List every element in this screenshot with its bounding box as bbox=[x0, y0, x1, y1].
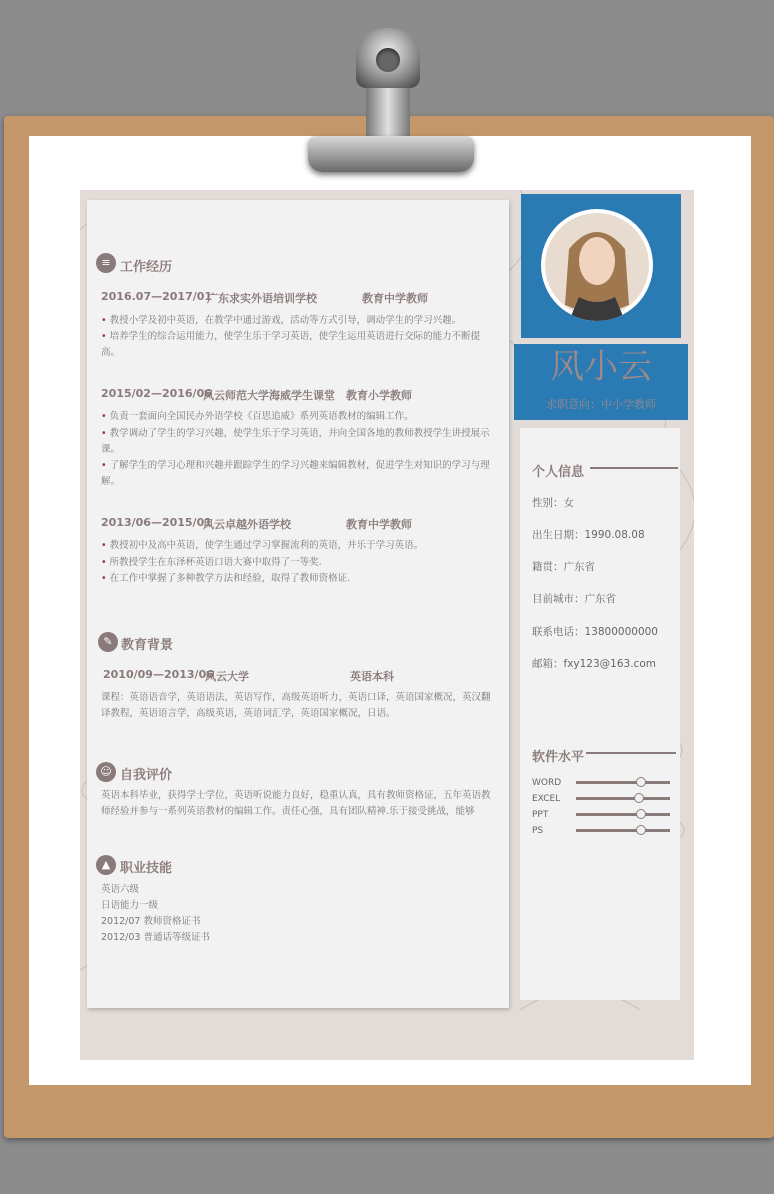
job-org: 风云师范大学海威学生课堂 bbox=[203, 389, 335, 402]
bullet-dot: • bbox=[101, 573, 110, 584]
section-divider bbox=[590, 467, 678, 469]
avatar-portrait bbox=[541, 209, 653, 321]
job-bullet-text: 教学调动了学生的学习兴趣，使学生乐于学习英语，并向全国各地的教师教授学生讲授展示课。 bbox=[101, 428, 490, 455]
skill-item: 2012/07 教师资格证书 bbox=[101, 916, 201, 927]
job-bullet-text: 了解学生的学习心理和兴趣并跟踪学生的学习兴趣来编辑教材，促进学生对知识的学习与理解。 bbox=[101, 460, 490, 487]
avatar bbox=[541, 209, 653, 321]
self-eval-text: 英语本科毕业，获得学士学位，英语听说能力良好，稳重认真，具有教师资格证，五年英语教师经验并参与一系列英语教材的编辑工作。责任心强，具有团队精神.乐于接受挑战，能够 bbox=[101, 790, 491, 817]
software-name: WORD bbox=[532, 778, 562, 788]
edu-period: 2010/09—2013/06 bbox=[103, 668, 214, 681]
job-bullet-text: 培养学生的综合运用能力，使学生乐于学习英语，使学生运用英语进行交际的能力不断提高。 bbox=[101, 331, 481, 358]
skills-section-title: 职业技能 bbox=[120, 861, 173, 876]
job-period: 2015/02—2016/06 bbox=[101, 387, 212, 400]
self-eval-section-title: 自我评价 bbox=[120, 768, 173, 783]
job-bullet bbox=[101, 555, 491, 571]
job-org: 风云卓越外语学校 bbox=[203, 518, 291, 531]
info-birthdate: 出生日期：1990.08.08 bbox=[532, 529, 645, 541]
info-city: 目前城市：广东省 bbox=[532, 593, 616, 605]
info-hometown: 籍贯：广东省 bbox=[532, 561, 595, 573]
job-org: 广东求实外语培训学校 bbox=[207, 292, 317, 305]
job-bullet-text: 所教授学生在东泽杯英语口语大赛中取得了一等奖. bbox=[109, 557, 322, 568]
person-icon: ☺ bbox=[96, 762, 116, 782]
software-level-bar bbox=[576, 797, 670, 800]
sidebar-card bbox=[520, 428, 680, 1000]
bullet-dot: • bbox=[101, 557, 110, 568]
personal-info-title: 个人信息 bbox=[532, 465, 585, 480]
work-section-title: 工作经历 bbox=[120, 260, 173, 275]
bullet-dot: • bbox=[101, 428, 110, 439]
info-phone: 联系电话：13800000000 bbox=[532, 626, 658, 638]
info-email: 邮箱：fxy123@163.com bbox=[532, 658, 656, 670]
flask-icon: ▲ bbox=[96, 855, 116, 875]
job-period: 2013/06—2015/01 bbox=[101, 516, 212, 529]
job-bullet-text: 教授小学及初中英语，在教学中通过游戏，活动等方式引导，调动学生的学习兴趣。 bbox=[109, 315, 462, 326]
job-bullet bbox=[101, 329, 491, 361]
edu-school: 风云大学 bbox=[205, 670, 249, 683]
bullet-dot: • bbox=[101, 331, 110, 342]
software-level-knob bbox=[636, 825, 646, 835]
software-name: EXCEL bbox=[532, 794, 561, 804]
bullet-dot: • bbox=[101, 540, 110, 551]
clip-base bbox=[308, 136, 474, 172]
job-role: 教育中学教师 bbox=[346, 518, 412, 531]
edu-courses: 课程：英语语音学，英语语法，英语写作，高级英语听力，英语口译，英语国家概况，英汉翻译教程，英语语言学，高级英语，英语词汇学，英语国家概况，日语。 bbox=[101, 692, 491, 719]
edu-degree: 英语本科 bbox=[350, 670, 394, 683]
job-bullet bbox=[101, 313, 491, 329]
job-bullet bbox=[101, 571, 491, 587]
software-name: PPT bbox=[532, 810, 549, 820]
education-section-title: 教育背景 bbox=[121, 638, 174, 653]
software-level-knob bbox=[636, 777, 646, 787]
clip-hole bbox=[376, 48, 400, 72]
skill-item: 日语能力一级 bbox=[101, 900, 159, 911]
job-bullet bbox=[101, 538, 491, 554]
bullet-dot: • bbox=[101, 460, 110, 471]
job-bullet-text: 负责一套面向全国民办外语学校《百思追威》系列英语教材的编辑工作。 bbox=[109, 411, 414, 422]
candidate-name: 风小云 bbox=[550, 347, 652, 387]
job-intent: 求职意向：中小学教师 bbox=[546, 398, 656, 411]
skill-item: 英语六级 bbox=[101, 884, 140, 895]
software-title: 软件水平 bbox=[532, 750, 585, 765]
graduation-cap-icon: ✎ bbox=[98, 632, 118, 652]
job-role: 教育小学教师 bbox=[346, 389, 412, 402]
software-level-bar bbox=[576, 781, 670, 784]
briefcase-icon: ≡ bbox=[96, 253, 116, 273]
bullet-dot: • bbox=[101, 315, 110, 326]
job-role: 教育中学教师 bbox=[362, 292, 428, 305]
job-period: 2016.07—2017/01 bbox=[101, 290, 213, 303]
software-level-knob bbox=[636, 809, 646, 819]
job-bullet bbox=[101, 426, 491, 458]
skill-item: 2012/03 普通话等级证书 bbox=[101, 932, 210, 943]
job-bullet bbox=[101, 409, 491, 425]
software-level-knob bbox=[634, 793, 644, 803]
info-gender: 性别：女 bbox=[532, 497, 574, 509]
bullet-dot: • bbox=[101, 411, 110, 422]
section-divider bbox=[586, 752, 676, 754]
software-name: PS bbox=[532, 826, 544, 836]
software-level-bar bbox=[576, 813, 670, 816]
job-bullet-text: 教授初中及高中英语，使学生通过学习掌握流利的英语，并乐于学习英语。 bbox=[109, 540, 424, 551]
job-bullet bbox=[101, 458, 491, 490]
job-bullet-text: 在工作中掌握了多种教学方法和经验，取得了教师资格证. bbox=[109, 573, 351, 584]
software-level-bar bbox=[576, 829, 670, 832]
clip-neck bbox=[366, 84, 410, 140]
